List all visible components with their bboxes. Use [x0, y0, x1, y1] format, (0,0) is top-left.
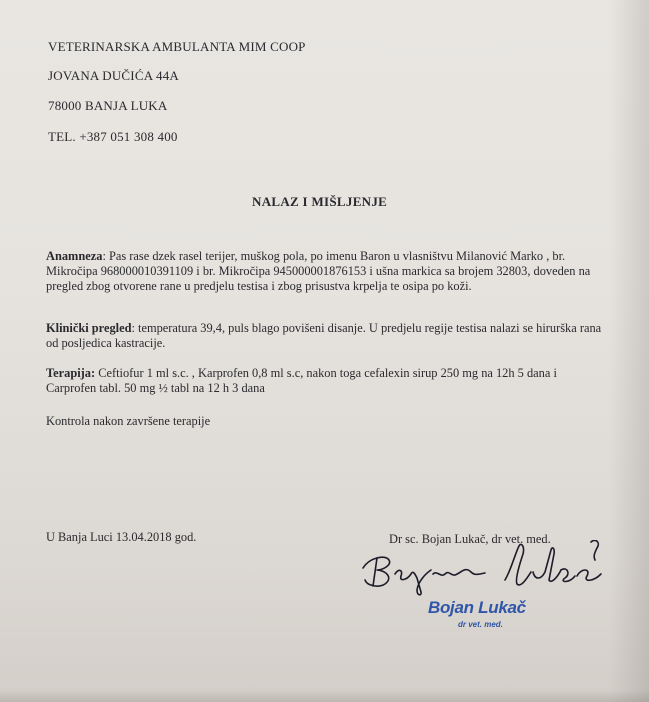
stamp-title: dr vet. med. — [458, 620, 503, 629]
klinicki-label: Klinički pregled — [46, 321, 132, 335]
document-title: NALAZ I MIŠLJENJE — [252, 194, 388, 209]
klinicki-paragraph — [46, 321, 606, 351]
header-address: JOVANA DUČIĆA 44A — [48, 68, 180, 83]
header-city: 78000 BANJA LUKA — [48, 98, 168, 113]
kontrola-text: Kontrola nakon završene terapije — [46, 414, 211, 428]
header-phone: TEL. +387 051 308 400 — [48, 129, 178, 144]
page-bottom-shadow — [0, 690, 649, 702]
anamneza-text: : Pas rase dzek rasel terijer, muškog pola, po imenu Baron u vlasništvu Milanović Marko , br. Mikročipa 968000010391109 i br. Mikročipa 945000001876153 i ušna markica sa brojem 32803, doveden na pregled zbog otvorene rane u predjelu testisa i zbog prisustva krpelja te osipa po koži. — [46, 249, 591, 293]
date-line: U Banja Luci 13.04.2018 god. — [46, 530, 197, 544]
header-clinic-name: VETERINARSKA AMBULANTA MIM COOP — [48, 39, 306, 54]
handwritten-signature — [355, 540, 615, 600]
anamneza-label: Anamneza — [46, 249, 103, 263]
anamneza-paragraph — [46, 249, 606, 294]
page-shadow — [609, 0, 649, 702]
terapija-paragraph — [46, 366, 576, 396]
terapija-text: Ceftiofur 1 ml s.c. , Karprofen 0,8 ml s.c, nakon toga cefalexin sirup 250 mg na 12h 5 dana i Carprofen tabl. 50 mg ½ tabl na 12 h 3 dana — [46, 366, 557, 395]
stamp-name: Bojan Lukač — [428, 598, 526, 617]
klinicki-text: : temperatura 39,4, puls blago povišeni disanje. U predjelu regije testisa nalazi se hirurška rana od posljedica kastracije. — [46, 321, 602, 350]
terapija-label: Terapija: — [46, 366, 96, 380]
doctor-line: Dr sc. Bojan Lukač, dr vet. med. — [389, 532, 551, 546]
